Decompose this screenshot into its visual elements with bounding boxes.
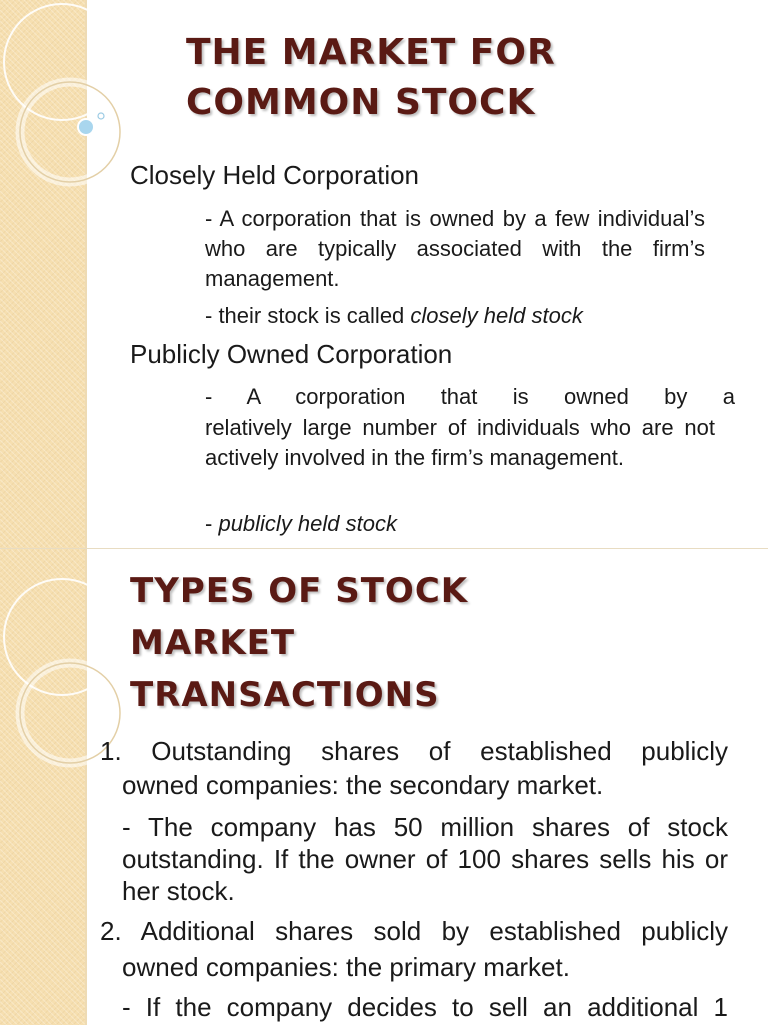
- title-line: THE MARKET FOR: [186, 32, 556, 73]
- stock-note-prefix: -: [205, 511, 219, 536]
- swirl-ornament-icon: [0, 549, 140, 1025]
- stock-term: closely held stock: [410, 303, 583, 328]
- title-line: MARKET: [130, 623, 296, 663]
- list-item-2-title: 2. Additional shares sold by established publicly: [100, 916, 728, 946]
- closely-held-stock-note: [205, 301, 725, 331]
- publicly-owned-definition-line1: - A corporation that is owned by a: [205, 384, 735, 409]
- list-item-1-title: 1. Outstanding shares of established publicly: [100, 736, 728, 766]
- slide-stock-market-transactions: [0, 548, 768, 1025]
- publicly-held-stock-note: [205, 509, 725, 539]
- slide-title: [130, 565, 468, 721]
- list-item-1-example: - The company has 50 million shares of stock outstanding. If the owner of 100 shares sells his or her stock.: [122, 812, 728, 906]
- list-item-1-title-cont: owned companies: the secondary market.: [122, 770, 604, 800]
- publicly-owned-heading: Publicly Owned Corporation: [130, 339, 453, 369]
- swirl-ornament-icon: [0, 0, 140, 548]
- stock-note-prefix: - their stock is called: [205, 303, 411, 328]
- title-line: COMMON STOCK: [186, 82, 536, 123]
- closely-held-definition: - A corporation that is owned by a few individual’s who are typically associated with the firm’s management.: [205, 206, 705, 291]
- stock-term: publicly held stock: [218, 511, 397, 536]
- slide-title: [186, 28, 556, 128]
- closely-held-heading: Closely Held Corporation: [130, 160, 420, 190]
- title-line: TRANSACTIONS: [130, 675, 440, 715]
- list-item-2-title-cont: owned companies: the primary market.: [122, 952, 570, 982]
- title-line: TYPES OF STOCK: [130, 571, 469, 611]
- list-item-2-example: - If the company decides to sell an additional 1: [122, 992, 728, 1022]
- publicly-owned-definition: relatively large number of individuals who are not actively involved in the firm’s management.: [205, 415, 715, 470]
